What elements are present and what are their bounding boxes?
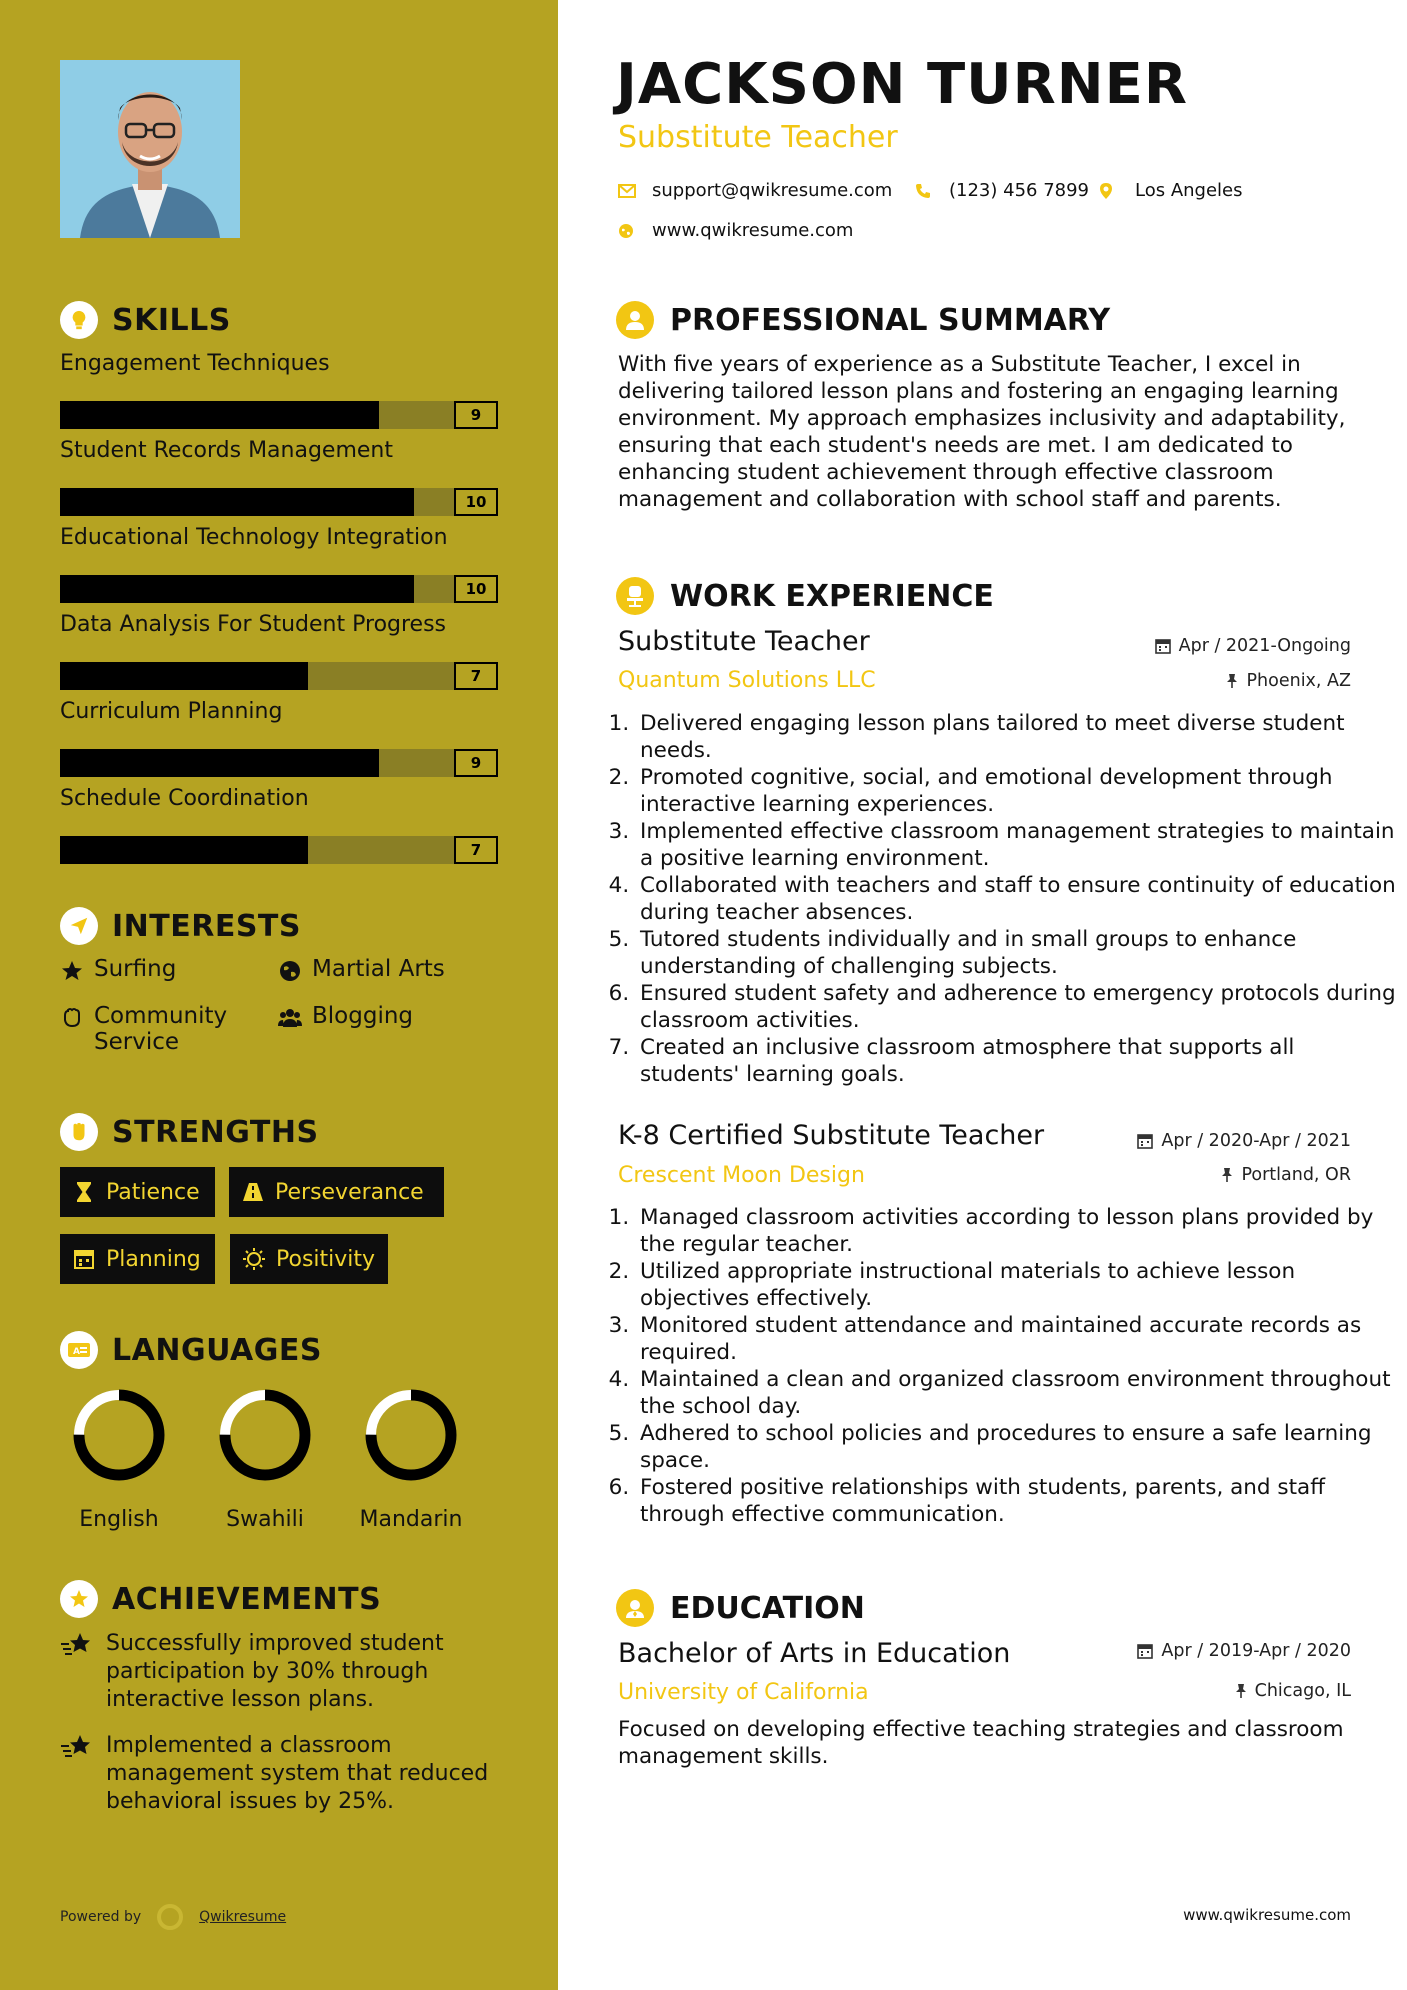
school-name: University of California [618,1680,869,1705]
skill-value: 7 [454,836,498,864]
duty-item: 1. Delivered engaging lesson plans tailored to meet diverse student needs. [636,710,1396,764]
skill-item [60,610,498,690]
svg-text:A: A [73,1347,80,1357]
interest-item [278,956,445,983]
skill-item [60,436,498,516]
interests-title: INTERESTS [112,908,301,944]
job-dates [1137,1131,1351,1151]
strengths-title: STRENGTHS [112,1114,319,1150]
skill-item [60,784,498,864]
job-location-text: Portland, OR [1241,1165,1351,1185]
profile-photo [60,60,240,238]
skill-value: 10 [454,488,498,516]
education-heading [616,1589,865,1627]
language-card-icon [60,1331,98,1369]
hourglass-icon [72,1180,96,1204]
email-text: support@qwikresume.com [652,180,893,201]
skills-title: SKILLS [112,302,231,338]
job-location [1221,1165,1351,1185]
interest-label: Blogging [312,1003,414,1029]
job-company: Crescent Moon Design [618,1163,865,1188]
skill-bar [60,488,498,516]
road-icon [241,1180,265,1204]
footer-website[interactable]: www.qwikresume.com [1183,1906,1351,1924]
shooting-star-icon [60,1732,94,1762]
skill-bar [60,575,498,603]
star-badge-icon [60,1580,98,1618]
language-ring [361,1385,461,1485]
skills-heading [60,301,231,339]
powered-by [60,1902,286,1932]
languages-heading [60,1331,322,1369]
language-ring [69,1385,169,1485]
interest-label: Community Service [94,1003,228,1055]
language-label: Swahili [226,1507,304,1532]
globe-icon [618,223,634,239]
contact-email[interactable] [618,180,892,201]
summary-title: PROFESSIONAL SUMMARY [670,302,1111,338]
chair-icon [616,577,654,615]
achievement-text: Successfully improved student participation by 30% through interactive lesson plans. [106,1631,444,1712]
map-pin-icon [1099,182,1113,200]
duty-item: 1. Managed classroom activities according to lesson plans provided by the regular teacher. [636,1204,1396,1258]
strength-tag [229,1167,444,1217]
language-label: Mandarin [359,1507,463,1532]
job-company: Quantum Solutions LLC [618,668,876,693]
contact-website[interactable] [618,220,853,241]
skill-bar [60,749,498,777]
duty-item: 5. Tutored students individually and in small groups to enhance understanding of challenging subjects. [636,926,1396,980]
strength-label: Perseverance [275,1179,424,1205]
interest-item [60,956,176,983]
hand-icon [60,1006,84,1030]
achievement-item [60,1630,500,1714]
interest-item [278,1003,413,1030]
duty-item: 2. Utilized appropriate instructional materials to achieve lesson objectives effectively. [636,1258,1396,1312]
duty-item: 4. Collaborated with teachers and staff to ensure continuity of education during teacher absences. [636,872,1396,926]
interest-label: Martial Arts [312,956,445,982]
job-title: K-8 Certified Substitute Teacher [618,1120,1045,1151]
skill-name: Data Analysis For Student Progress [60,612,447,637]
job-location [1226,671,1351,691]
duty-item: 7. Created an inclusive classroom atmosphere that supports all students' learning goals. [636,1034,1396,1088]
duty-item: 4. Maintained a clean and organized classroom environment throughout the school day. [636,1366,1396,1420]
skill-name: Schedule Coordination [60,786,309,811]
pushpin-icon [1226,673,1238,689]
strength-label: Planning [106,1246,201,1272]
strength-tag [60,1234,215,1284]
language-item [64,1385,174,1532]
achievement-item [60,1732,500,1816]
education-title: EDUCATION [670,1590,865,1626]
strength-label: Positivity [276,1246,376,1272]
calendar-icon [1137,1643,1153,1659]
strengths-heading [60,1113,319,1151]
job-dates-text: Apr / 2021-Ongoing [1178,636,1351,656]
calendar-icon [72,1247,96,1271]
job-dates-text: Apr / 2020-Apr / 2021 [1161,1131,1351,1151]
duty-item: 3. Implemented effective classroom management strategies to maintain a positive learning environment. [636,818,1396,872]
qwikresume-logo-icon [155,1902,185,1932]
shooting-star-icon [60,1630,94,1660]
main-content [559,0,1407,1990]
skill-bar [60,662,498,690]
skill-name: Educational Technology Integration [60,525,448,550]
skill-value: 7 [454,662,498,690]
language-ring [215,1385,315,1485]
skill-item [60,523,498,603]
education-dates [1137,1641,1351,1661]
user-icon [616,301,654,339]
job-duties-list [618,710,1396,1088]
strength-label: Patience [106,1179,200,1205]
language-label: English [79,1507,159,1532]
interest-item [60,1003,260,1055]
calendar-icon [1137,1133,1153,1149]
interest-label: Surfing [94,956,177,982]
calendar-icon [1155,638,1171,654]
website-text: www.qwikresume.com [652,220,854,241]
location-text: Los Angeles [1135,180,1243,201]
languages-title: LANGUAGES [112,1332,322,1368]
sidebar [0,0,558,1990]
skill-item [60,697,498,777]
powered-by-label: Powered by [60,1909,142,1925]
job-title: Substitute Teacher [618,626,870,657]
achievements-heading [60,1580,381,1618]
contact-phone[interactable] [915,180,1089,201]
fist-icon [60,1113,98,1151]
duty-item: 5. Adhered to school policies and procedures to ensure a safe learning space. [636,1420,1396,1474]
experience-title: WORK EXPERIENCE [670,578,994,614]
job-dates [1155,636,1351,656]
education-location [1235,1681,1351,1701]
sun-icon [242,1247,266,1271]
envelope-icon [618,184,636,198]
skill-bar-fill [60,575,414,603]
skill-item [60,349,498,429]
candidate-role: Substitute Teacher [618,120,898,155]
experience-heading [616,577,994,615]
summary-text: With five years of experience as a Substitute Teacher, I excel in delivering tailored lesson plans and fostering an engaging learning environment. My approach emphasizes inclusivity and adaptability, ensuring that each student's needs are met. I am dedicated to enhancing student achievement through effective classroom management and collaboration with school staff and parents. [618,352,1346,512]
paper-plane-icon [60,907,98,945]
skill-value: 10 [454,575,498,603]
pushpin-icon [1221,1167,1233,1183]
education-dates-text: Apr / 2019-Apr / 2020 [1161,1641,1351,1661]
language-item [210,1385,320,1532]
skill-name: Engagement Techniques [60,351,330,376]
duty-item: 6. Ensured student safety and adherence to emergency protocols during classroom activities. [636,980,1396,1034]
duty-item: 2. Promoted cognitive, social, and emotional development through interactive learning experiences. [636,764,1396,818]
graduate-icon [616,1589,654,1627]
duty-item: 3. Monitored student attendance and maintained accurate records as required. [636,1312,1396,1366]
skill-bar-fill [60,401,379,429]
pushpin-icon [1235,1683,1247,1699]
candidate-name: JACKSON TURNER [616,52,1189,117]
globe-icon [278,959,302,983]
achievement-text: Implemented a classroom management system that reduced behavioral issues by 25%. [106,1733,489,1814]
skill-value: 9 [454,401,498,429]
education-location-text: Chicago, IL [1254,1681,1351,1701]
star-icon [60,959,84,983]
skill-bar [60,401,498,429]
skill-name: Student Records Management [60,438,393,463]
interests-heading [60,907,301,945]
job-duties-list [618,1204,1396,1528]
degree-title: Bachelor of Arts in Education [618,1638,1011,1669]
summary-heading [616,301,1110,339]
skill-bar-fill [60,488,414,516]
language-item [356,1385,466,1532]
education-description: Focused on developing effective teaching strategies and classroom management skills. [618,1717,1344,1769]
contact-location [1099,180,1243,201]
phone-icon [915,183,931,199]
strength-tag [60,1167,215,1217]
skill-name: Curriculum Planning [60,699,283,724]
duty-item: 6. Fostered positive relationships with students, parents, and staff through effective communication. [636,1474,1396,1528]
skill-bar [60,836,498,864]
phone-text: (123) 456 7899 [949,180,1090,201]
skill-bar-fill [60,662,308,690]
achievements-title: ACHIEVEMENTS [112,1581,382,1617]
strength-tag [230,1234,388,1284]
skill-bar-fill [60,749,379,777]
job-location-text: Phoenix, AZ [1246,671,1351,691]
skill-bar-fill [60,836,308,864]
skill-value: 9 [454,749,498,777]
qwikresume-link[interactable]: Qwikresume [199,1909,287,1925]
lightbulb-icon [60,301,98,339]
users-icon [278,1006,302,1030]
